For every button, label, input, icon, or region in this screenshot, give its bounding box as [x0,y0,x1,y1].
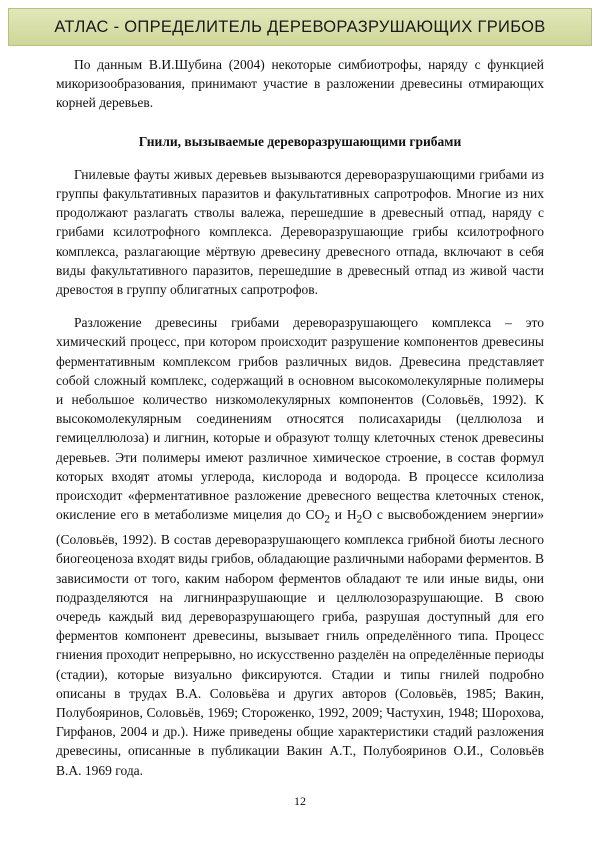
section-heading: Гнили, вызываемые дереворазрушающими грибами [138,133,462,149]
paragraph3-text-2: и H [329,507,357,523]
paragraph3-text-3: O с высвобождением энергии» (Соловьёв, 1992). В состав дереворазрушающего комплекса грибной биоты лесного биогеоценоза входят виды грибов, обладающие различными наборами ферментов. В зависимости от того, каким набором ферментов обладают те или иные виды, они подразделяются на лигнинразрушающие и целлюлозоразрушающие. В свою очередь каждый вид дереворазрушающего гриба, разрушая доступный для его ферментов компонент древесины, вызывает гниль определённого типа. Процесс гниения проходит непрерывно, но искусственно разделён на определённые периоды (стадии), которые визуально фиксируются. Стадии и типы гнилей подробно описаны в трудах В.А. Соловьёва и других авторов (Соловьёв, 1985; Вакин, Полубояринов, Соловьёв, 1969; Стороженко, 1992, 2009; Частухин, 1948; Шорохова, Гирфанов, 2004 и др.). Ниже приведены общие характеристики стадий разложения древесины, описанные в публикации Вакин А.Т., Полубояринов О.И., Соловьёв В.А. 1969 года. [56,507,544,778]
h2o-subscript: 2 [356,513,363,526]
paragraph3-text-1: Разложение древесины грибами дереворазрушающего комплекса – это химический процесс, при котором происходит разрушение компонентов древесины ферментативным комплексом грибов различных видов. Древесина представляет собой сложный комплекс, содержащий в основном высокомолекулярные полимеры и небольшое количество низкомолекулярных компонентов (Соловьёв, 1992). К высокомолекулярным соединениям относятся полисахариды (целлюлоза и гемицеллюлоза) и лигнин, которые и образуют толщу клеточных стенок древесины деревьев. Эти полимеры имеют различное химическое строение, в состав формул которых входят атомы углерода, кислорода и водорода. В процессе ксилолиза происходит «ферментативное разложение древесного вещества клеточных стенок, окисление его в метаболизме мицелия до CO [56,315,544,523]
page-number: 12 [294,794,306,808]
paragraph-rot-faults: Гнилевые фауты живых деревьев вызываются дереворазрушающими грибами из группы факультативных паразитов и факультативных сапротрофов. Многие из них продолжают разлагать стволы валежа, перешедшие в древесный отпад, наряду с грибами ксилотрофного комплекса. Дереворазрушающие грибы ксилотрофного комплекса, разлагающие мёртвую древесину древесного отпада, включают в себя виды факультативного паразитов, перешедшие в древесный отпад из живой части древостоя в группу облигатных сапротрофов. [56,166,544,298]
paragraph-wood-decomposition [56,313,544,780]
paragraph-intro: По данным В.И.Шубина (2004) некоторые симбиотрофы, наряду с функцией микоризообразования, принимают участие в разложении древесины отмирающих корней деревьев. [56,57,544,111]
page-content [56,55,544,780]
page-header-banner [8,8,592,46]
header-title: АТЛАС - ОПРЕДЕЛИТЕЛЬ ДЕРЕВОРАЗРУШАЮЩИХ ГРИБОВ [54,17,546,36]
co2-subscript: 2 [324,513,330,526]
